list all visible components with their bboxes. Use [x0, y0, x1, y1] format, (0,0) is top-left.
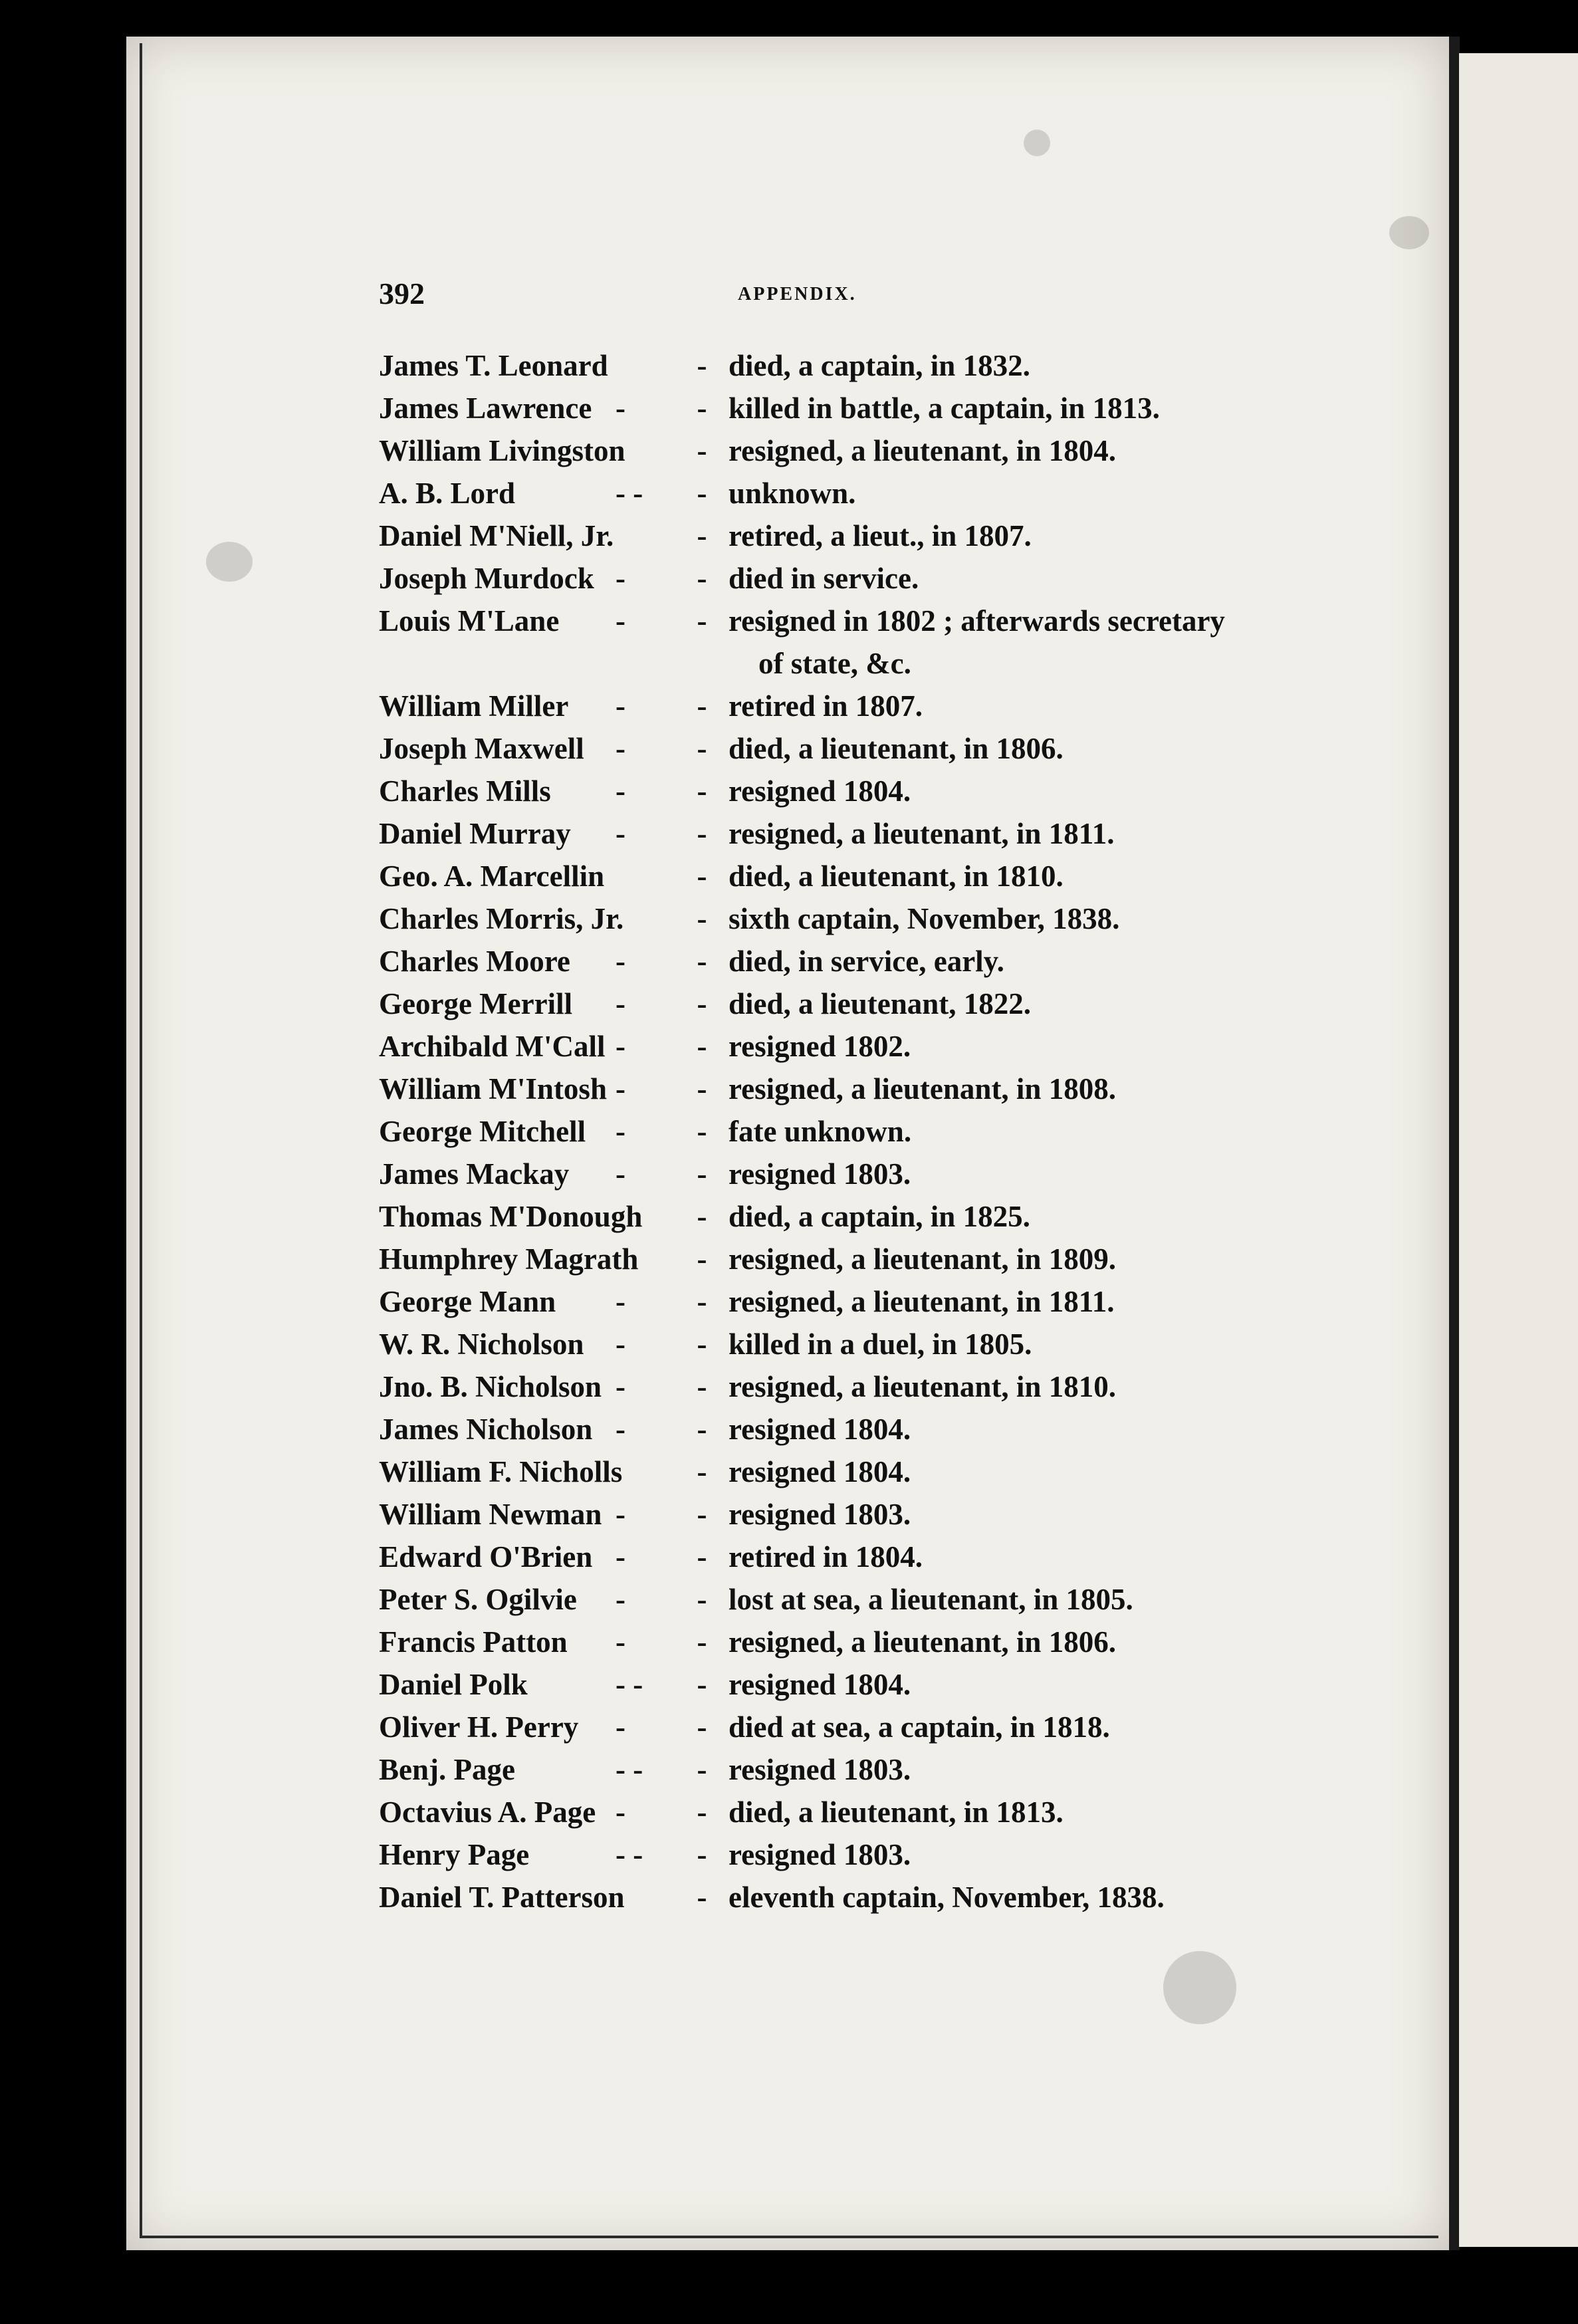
list-item — [379, 1663, 1363, 1706]
list-item — [379, 1280, 1363, 1323]
fate-text: resigned in 1802 ; afterwards secretary — [729, 604, 1225, 638]
fate-text: resigned, a lieutenant, in 1811. — [729, 1285, 1115, 1318]
separator-dash: - — [697, 817, 707, 850]
officer-fate — [722, 1876, 1347, 1918]
leader-dashes: - - — [616, 477, 643, 510]
officer-fate — [722, 897, 1347, 940]
separator-dash: - — [697, 1072, 707, 1105]
list-item — [379, 387, 1363, 429]
leader-dashes: - — [616, 604, 625, 638]
officer-name: Joseph Maxwell — [379, 732, 584, 765]
officer-fate — [722, 1238, 1347, 1280]
fate-text: resigned, a lieutenant, in 1809. — [729, 1242, 1116, 1276]
officer-fate — [722, 1110, 1347, 1153]
separator-dash: - — [697, 1200, 707, 1233]
fate-text: resigned, a lieutenant, in 1804. — [729, 434, 1116, 467]
list-item — [379, 1536, 1363, 1578]
separator-dash: - — [697, 860, 707, 893]
list-item — [379, 1621, 1363, 1663]
fate-text: lost at sea, a lieutenant, in 1805. — [729, 1583, 1133, 1616]
officer-name: Edward O'Brien — [379, 1540, 593, 1573]
list-item — [379, 812, 1363, 855]
leader-dashes: - — [616, 562, 625, 595]
officer-fate — [722, 727, 1347, 770]
officer-name: Joseph Murdock — [379, 562, 594, 595]
leader-dashes: - — [616, 1030, 625, 1063]
officer-name: Thomas M'Donough — [379, 1200, 643, 1233]
officer-fate — [722, 983, 1347, 1025]
leader-dashes: - — [616, 945, 625, 978]
separator-dash: - — [697, 1413, 707, 1446]
fate-text: killed in a duel, in 1805. — [729, 1328, 1032, 1361]
list-item — [379, 1110, 1363, 1153]
list-item — [379, 1791, 1363, 1833]
fate-text: resigned 1803. — [729, 1498, 911, 1531]
list-item — [379, 515, 1363, 557]
officer-fate — [722, 812, 1347, 855]
officer-fate — [722, 1621, 1347, 1663]
leader-dashes: - - — [616, 1838, 643, 1871]
officer-fate — [722, 472, 1347, 515]
fate-text: killed in battle, a captain, in 1813. — [729, 392, 1160, 425]
list-item — [379, 1876, 1363, 1918]
fate-text: resigned 1804. — [729, 774, 911, 808]
officer-name: William M'Intosh — [379, 1072, 607, 1105]
officer-fate — [722, 1280, 1347, 1323]
list-item — [379, 472, 1363, 515]
officer-fate — [722, 1706, 1347, 1748]
fate-text: died, a lieutenant, in 1806. — [729, 732, 1064, 765]
officer-fate — [722, 1068, 1347, 1110]
officer-name: Daniel Murray — [379, 817, 571, 850]
officer-name: James T. Leonard — [379, 349, 608, 382]
officer-name: George Mann — [379, 1285, 556, 1318]
officer-name: George Mitchell — [379, 1115, 586, 1148]
list-item — [379, 1493, 1363, 1536]
leader-dashes: - — [616, 1796, 625, 1829]
officer-name: Geo. A. Marcellin — [379, 860, 605, 893]
leader-dashes: - — [616, 732, 625, 765]
officer-name: James Lawrence — [379, 392, 592, 425]
separator-dash: - — [697, 732, 707, 765]
fate-text: resigned 1803. — [729, 1838, 911, 1871]
facing-page-edge — [1459, 53, 1578, 2247]
list-item — [379, 429, 1363, 472]
officer-name: Daniel T. Patterson — [379, 1881, 625, 1914]
officer-fate — [722, 940, 1347, 983]
fate-text: resigned, a lieutenant, in 1810. — [729, 1370, 1116, 1403]
fate-text: sixth captain, November, 1838. — [729, 902, 1120, 935]
separator-dash: - — [697, 1285, 707, 1318]
list-item — [379, 983, 1363, 1025]
leader-dashes: - — [616, 1370, 625, 1403]
paper-stain — [1389, 216, 1429, 249]
officer-fate — [722, 1451, 1347, 1493]
fate-text: retired, a lieut., in 1807. — [729, 519, 1032, 552]
leader-dashes: - — [616, 689, 625, 723]
fate-text: died, a lieutenant, in 1810. — [729, 860, 1064, 893]
fate-text: resigned 1803. — [729, 1157, 911, 1191]
list-item — [379, 727, 1363, 770]
separator-dash: - — [697, 604, 707, 638]
page-number: 392 — [379, 277, 425, 310]
fate-text: resigned 1802. — [729, 1030, 911, 1063]
separator-dash: - — [697, 349, 707, 382]
list-item — [379, 770, 1363, 812]
separator-dash: - — [697, 1455, 707, 1488]
separator-dash: - — [697, 1540, 707, 1573]
leader-dashes: - — [616, 1583, 625, 1616]
separator-dash: - — [697, 477, 707, 510]
fate-text: resigned, a lieutenant, in 1806. — [729, 1625, 1116, 1659]
list-item — [379, 1323, 1363, 1365]
list-item — [379, 1025, 1363, 1068]
officer-name: W. R. Nicholson — [379, 1328, 584, 1361]
separator-dash: - — [697, 519, 707, 552]
separator-dash: - — [697, 1242, 707, 1276]
leader-dashes: - — [616, 1285, 625, 1318]
paper-stain — [206, 542, 253, 582]
leader-dashes: - — [616, 1625, 625, 1659]
separator-dash: - — [697, 945, 707, 978]
separator-dash: - — [697, 1668, 707, 1701]
fate-text: died at sea, a captain, in 1818. — [729, 1710, 1110, 1744]
leader-dashes: - — [616, 1710, 625, 1744]
leader-dashes: - — [616, 1498, 625, 1531]
list-item — [379, 897, 1363, 940]
separator-dash: - — [697, 902, 707, 935]
list-item — [379, 1238, 1363, 1280]
fate-text: died in service. — [729, 562, 919, 595]
separator-dash: - — [697, 1753, 707, 1786]
officer-name: Oliver H. Perry — [379, 1710, 579, 1744]
officer-name: Louis M'Lane — [379, 604, 560, 638]
officer-name: Charles Mills — [379, 774, 551, 808]
separator-dash: - — [697, 689, 707, 723]
fate-text: resigned 1804. — [729, 1455, 911, 1488]
officer-fate — [722, 1365, 1347, 1408]
officer-name: Francis Patton — [379, 1625, 568, 1659]
fate-text: died, a captain, in 1832. — [729, 349, 1030, 382]
leader-dashes: - — [616, 1157, 625, 1191]
separator-dash: - — [697, 1030, 707, 1063]
officer-name: William F. Nicholls — [379, 1455, 623, 1488]
list-item — [379, 1706, 1363, 1748]
list-item — [379, 1833, 1363, 1876]
separator-dash: - — [697, 434, 707, 467]
fate-text: died, in service, early. — [729, 945, 1004, 978]
officer-fate — [722, 515, 1347, 557]
list-item — [379, 344, 1363, 387]
page-header — [379, 276, 977, 316]
leader-dashes: - — [616, 1413, 625, 1446]
officer-name: Daniel Polk — [379, 1668, 528, 1701]
officer-name: Charles Morris, Jr. — [379, 902, 624, 935]
list-item — [379, 855, 1363, 897]
list-item — [379, 1748, 1363, 1791]
leader-dashes: - — [616, 1072, 625, 1105]
fate-text: retired in 1807. — [729, 689, 923, 723]
fate-text: fate unknown. — [729, 1115, 912, 1148]
leader-dashes: - — [616, 817, 625, 850]
fate-text: retired in 1804. — [729, 1540, 923, 1573]
officer-name: A. B. Lord — [379, 477, 516, 510]
officer-name: James Mackay — [379, 1157, 570, 1191]
leader-dashes: - — [616, 774, 625, 808]
officer-name: Archibald M'Call — [379, 1030, 606, 1063]
officer-fate — [722, 1195, 1347, 1238]
officer-name: Peter S. Ogilvie — [379, 1583, 577, 1616]
officer-fate — [722, 1833, 1347, 1876]
separator-dash: - — [697, 987, 707, 1020]
officer-fate — [722, 600, 1347, 685]
officer-fate — [722, 1153, 1347, 1195]
officer-fate — [722, 1323, 1347, 1365]
fate-text: resigned 1804. — [729, 1668, 911, 1701]
separator-dash: - — [697, 774, 707, 808]
officer-fate — [722, 770, 1347, 812]
list-item — [379, 1153, 1363, 1195]
list-item — [379, 557, 1363, 600]
separator-dash: - — [697, 1370, 707, 1403]
officer-fate — [722, 557, 1347, 600]
officer-name: William Newman — [379, 1498, 602, 1531]
separator-dash: - — [697, 1157, 707, 1191]
officer-name: Daniel M'Niell, Jr. — [379, 519, 614, 552]
separator-dash: - — [697, 1881, 707, 1914]
fate-text: resigned, a lieutenant, in 1811. — [729, 817, 1115, 850]
officer-name: Henry Page — [379, 1838, 530, 1871]
separator-dash: - — [697, 1625, 707, 1659]
fate-text: resigned 1803. — [729, 1753, 911, 1786]
officer-fate — [722, 1578, 1347, 1621]
list-item — [379, 940, 1363, 983]
officer-list — [379, 344, 1363, 1918]
officer-name: Charles Moore — [379, 945, 570, 978]
separator-dash: - — [697, 392, 707, 425]
separator-dash: - — [697, 1838, 707, 1871]
officer-fate — [722, 1493, 1347, 1536]
separator-dash: - — [697, 562, 707, 595]
leader-dashes: - — [616, 1115, 625, 1148]
list-item — [379, 1451, 1363, 1493]
officer-fate — [722, 1025, 1347, 1068]
list-item — [379, 1578, 1363, 1621]
officer-name: Benj. Page — [379, 1753, 515, 1786]
officer-name: George Merrill — [379, 987, 573, 1020]
paper-stain — [1024, 130, 1050, 156]
officer-name: Jno. B. Nicholson — [379, 1370, 602, 1403]
separator-dash: - — [697, 1498, 707, 1531]
leader-dashes: - — [616, 987, 625, 1020]
officer-name: William Livingston — [379, 434, 625, 467]
officer-fate — [722, 1536, 1347, 1578]
book-gutter — [1449, 37, 1460, 2250]
list-item — [379, 685, 1363, 727]
list-item — [379, 1365, 1363, 1408]
leader-dashes: - - — [616, 1668, 643, 1701]
officer-name: Octavius A. Page — [379, 1796, 596, 1829]
leader-dashes: - - — [616, 1753, 643, 1786]
running-head: APPENDIX. — [738, 284, 857, 304]
officer-fate — [722, 429, 1347, 472]
leader-dashes: - — [616, 392, 625, 425]
list-item — [379, 1408, 1363, 1451]
fate-text: unknown. — [729, 477, 856, 510]
officer-fate — [722, 1663, 1347, 1706]
officer-fate — [722, 685, 1347, 727]
fate-text: resigned, a lieutenant, in 1808. — [729, 1072, 1116, 1105]
leader-dashes: - — [616, 1540, 625, 1573]
leader-dashes: - — [616, 1328, 625, 1361]
officer-name: William Miller — [379, 689, 569, 723]
officer-name: Humphrey Magrath — [379, 1242, 639, 1276]
separator-dash: - — [697, 1328, 707, 1361]
officer-fate — [722, 387, 1347, 429]
fate-text: died, a lieutenant, 1822. — [729, 987, 1032, 1020]
list-item — [379, 1195, 1363, 1238]
separator-dash: - — [697, 1583, 707, 1616]
officer-fate — [722, 1791, 1347, 1833]
officer-fate — [722, 855, 1347, 897]
officer-fate — [722, 344, 1347, 387]
fate-text: died, a lieutenant, in 1813. — [729, 1796, 1064, 1829]
fate-text: died, a captain, in 1825. — [729, 1200, 1030, 1233]
list-item — [379, 600, 1363, 685]
fate-continuation: of state, &c. — [758, 647, 911, 680]
separator-dash: - — [697, 1710, 707, 1744]
officer-fate — [722, 1748, 1347, 1791]
separator-dash: - — [697, 1115, 707, 1148]
list-item — [379, 1068, 1363, 1110]
paper-stain — [1163, 1951, 1236, 2024]
fate-text: eleventh captain, November, 1838. — [729, 1881, 1165, 1914]
fate-text: resigned 1804. — [729, 1413, 911, 1446]
officer-fate — [722, 1408, 1347, 1451]
separator-dash: - — [697, 1796, 707, 1829]
officer-name: James Nicholson — [379, 1413, 593, 1446]
